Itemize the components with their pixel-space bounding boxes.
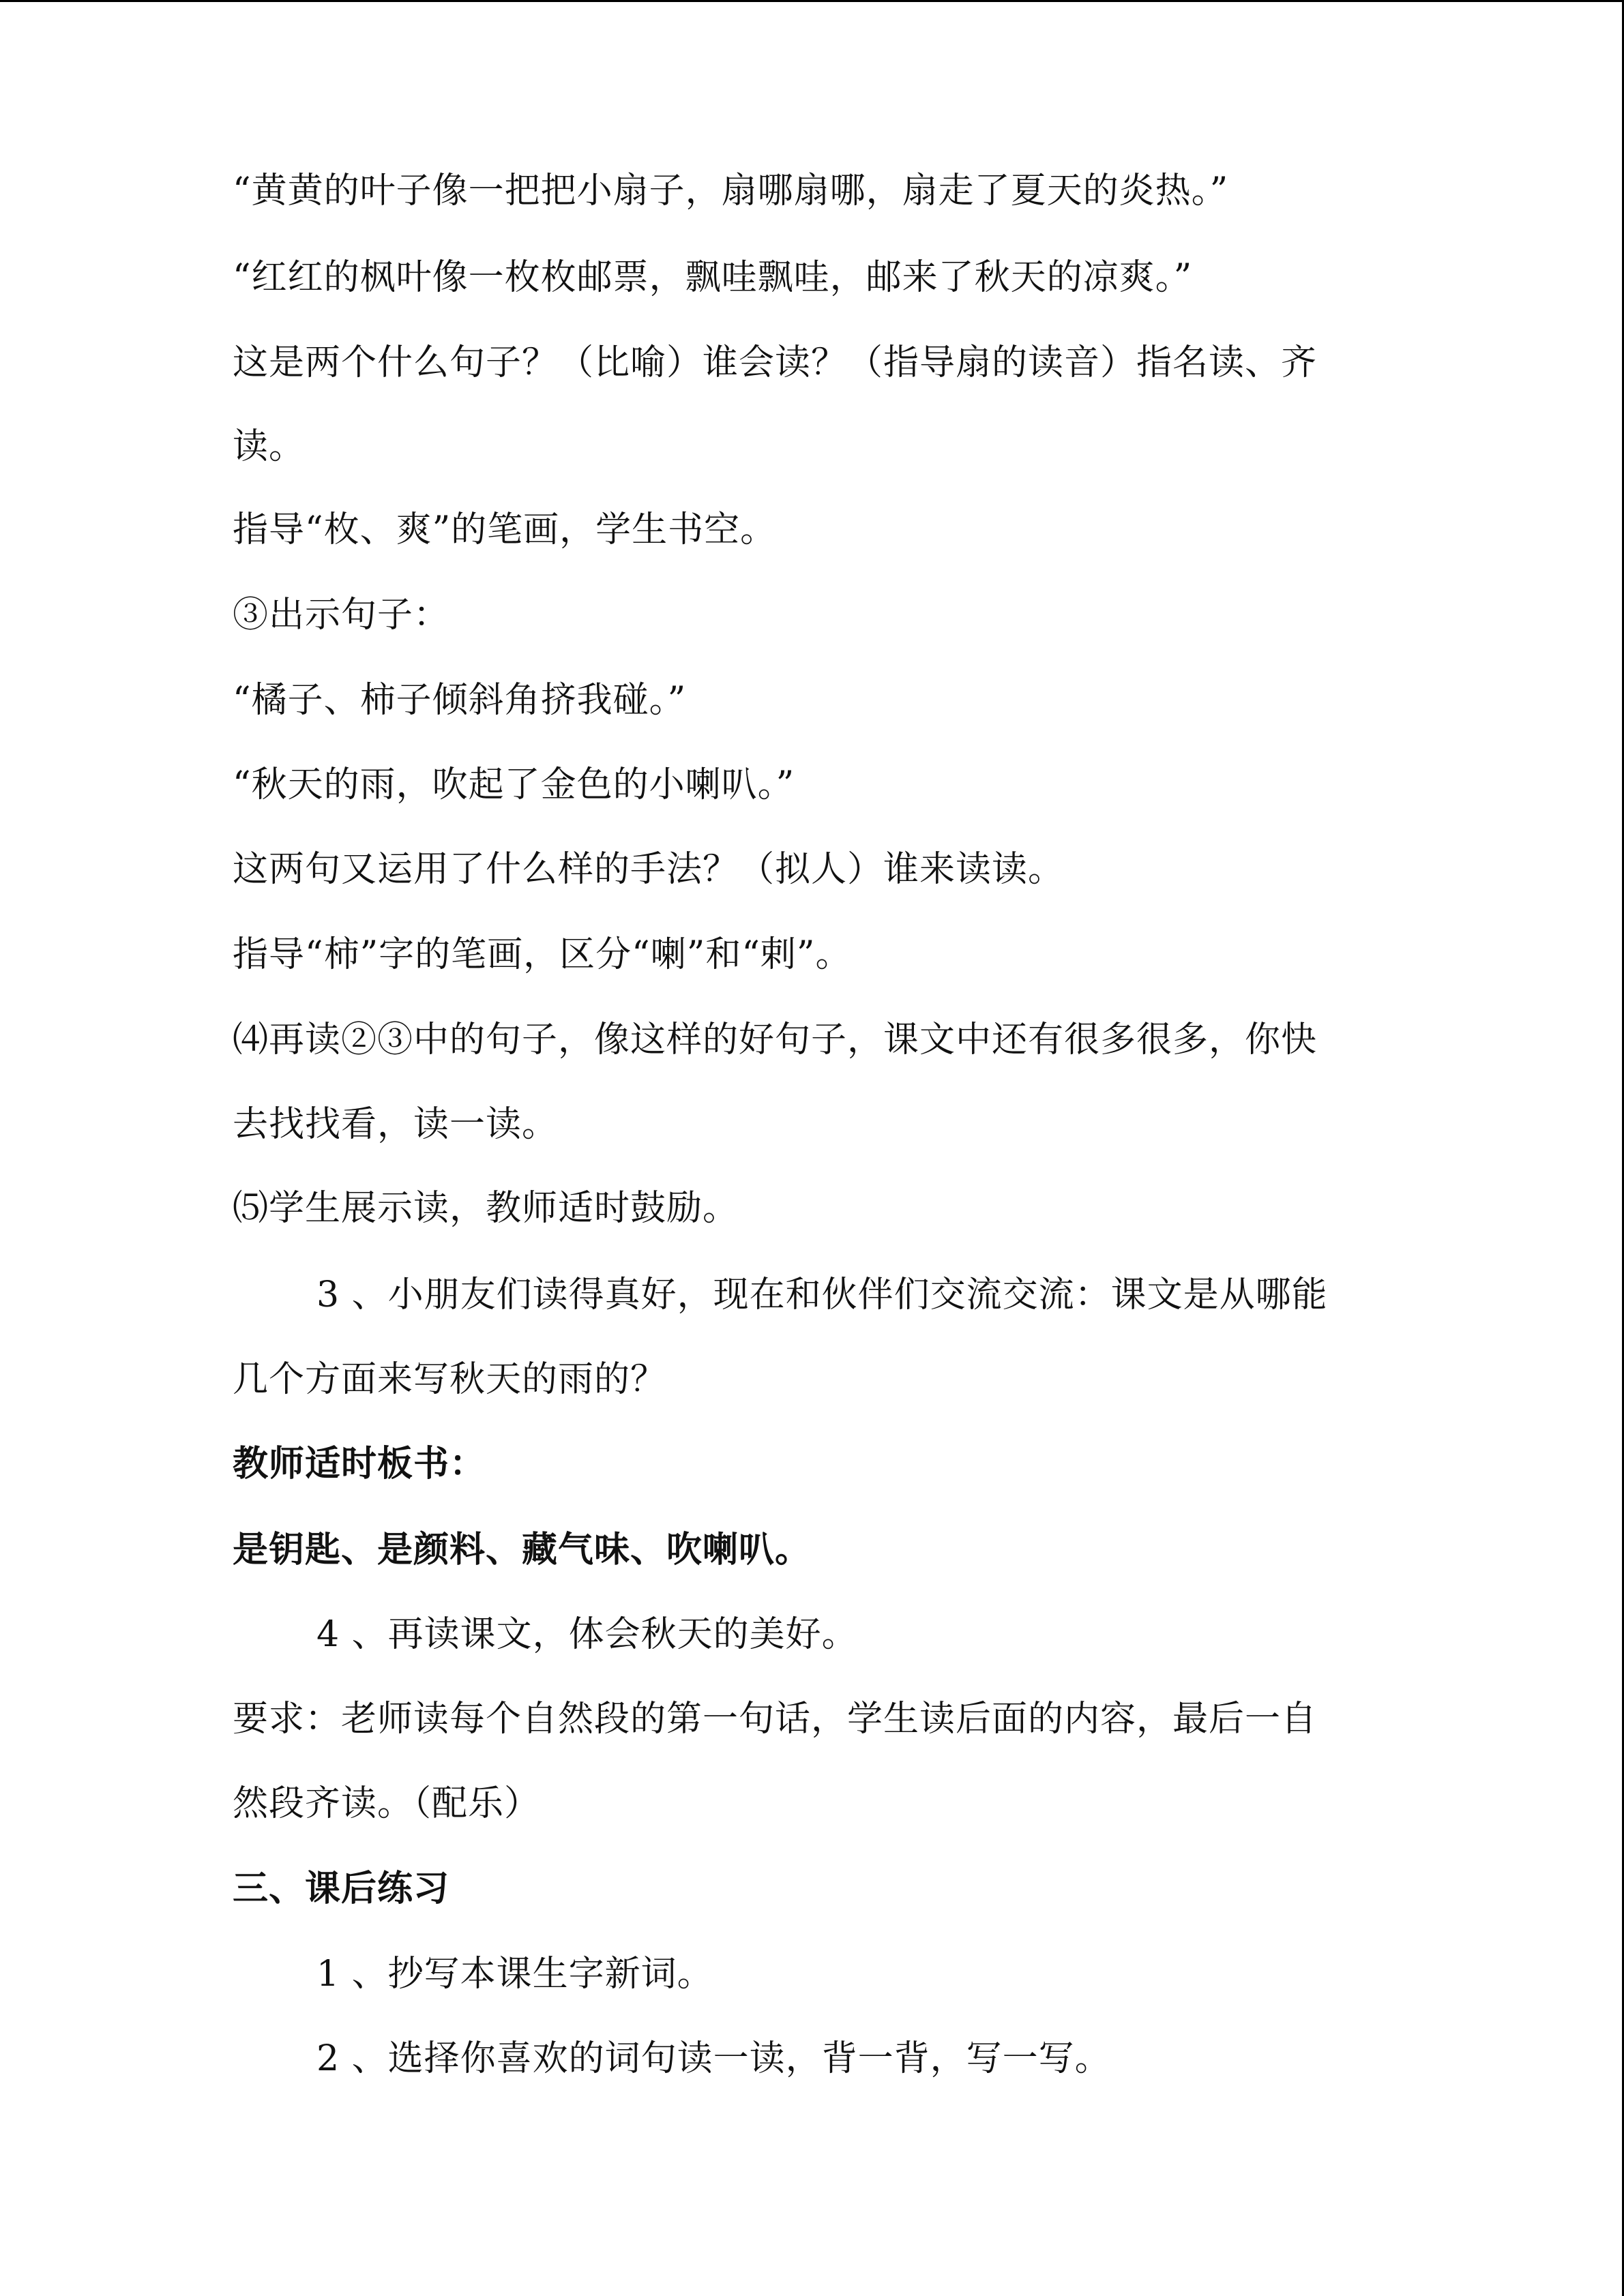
section-3-exchange-continued: 几个方面来写秋天的雨的？ xyxy=(233,1359,667,1400)
section-4-reread: 4 、再读课文，体会秋天的美好。 xyxy=(316,1614,858,1655)
quote-autumn-rain-trumpet: “秋天的雨，吹起了金色的小喇叭。” xyxy=(233,764,795,805)
metaphor-question: 这是两个什么句子？（比喻）谁会读？（指导扇的读音）指名读、齐 xyxy=(233,342,1318,383)
requirement-continued: 然段齐读。（配乐） xyxy=(233,1783,541,1824)
step-5-student-reading: ⑸学生展示读，教师适时鼓励。 xyxy=(233,1188,739,1229)
blackboard-content: 是钥匙、是颜料、藏气味、吹喇叭。 xyxy=(233,1529,812,1570)
after-class-exercises-heading: 三、课后练习 xyxy=(233,1868,450,1909)
requirement: 要求：老师读每个自然段的第一句话，学生读后面的内容，最后一自 xyxy=(233,1699,1318,1740)
stroke-guidance-mei-shuang: 指导“枚、爽”的笔画，学生书空。 xyxy=(233,509,777,550)
stroke-guidance-shi: 指导“柿”字的笔画，区分“喇”和“剌”。 xyxy=(233,934,852,975)
exercise-2: 2 、选择你喜欢的词句读一读，背一背，写一写。 xyxy=(316,2038,1111,2079)
quote-oranges-persimmons: “橘子、柿子倾斜角挤我碰。” xyxy=(233,680,687,721)
quote-red-maple-leaves: “红红的枫叶像一枚枚邮票，飘哇飘哇，邮来了秋天的凉爽。” xyxy=(233,257,1193,298)
exercise-1: 1 、抄写本课生字新词。 xyxy=(316,1954,713,1995)
section-3-exchange: 3 、小朋友们读得真好，现在和伙伴们交流交流：课文是从哪能 xyxy=(316,1274,1328,1315)
step-4-reread: ⑷再读②③中的句子，像这样的好句子，课文中还有很多很多，你快 xyxy=(233,1019,1318,1060)
step-3-show-sentences: ③出示句子： xyxy=(233,595,450,636)
blackboard-heading: 教师适时板书： xyxy=(233,1443,486,1485)
metaphor-question-continued: 读。 xyxy=(233,426,306,467)
quote-yellow-leaves: “黄黄的叶子像一把把小扇子，扇哪扇哪，扇走了夏天的炎热。” xyxy=(233,170,1229,211)
step-4-reread-continued: 去找找看，读一读。 xyxy=(233,1104,559,1145)
personification-question: 这两句又运用了什么样的手法？（拟人）谁来读读。 xyxy=(233,849,1065,890)
